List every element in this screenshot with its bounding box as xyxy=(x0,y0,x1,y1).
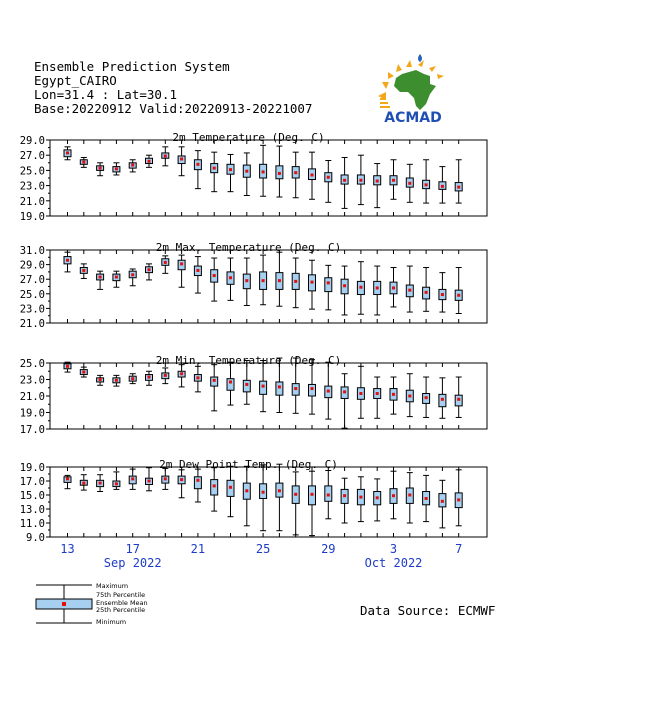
mean-marker xyxy=(131,164,134,167)
mean-marker xyxy=(82,371,85,374)
mean-marker xyxy=(441,185,444,188)
mean-marker xyxy=(311,493,314,496)
mean-marker xyxy=(213,379,216,382)
mean-marker xyxy=(229,486,232,489)
mean-marker xyxy=(82,482,85,485)
mean-marker xyxy=(457,498,460,501)
mean-marker xyxy=(148,268,151,271)
mean-marker xyxy=(408,494,411,497)
mean-marker xyxy=(196,479,199,482)
plot-frame xyxy=(50,363,487,429)
y-tick-label: 21.0 xyxy=(19,318,45,330)
mean-marker xyxy=(66,259,69,262)
x-day-label: 29 xyxy=(321,542,336,556)
header-title: Ensemble Prediction System xyxy=(34,59,230,74)
mean-marker xyxy=(99,276,102,279)
mean-marker xyxy=(245,170,248,173)
mean-marker xyxy=(457,186,460,189)
mean-marker xyxy=(164,374,167,377)
mean-marker xyxy=(180,372,183,375)
chart-title: 2m Max. Temperature (Deg. C) xyxy=(155,241,342,254)
mean-marker xyxy=(180,262,183,265)
mean-marker xyxy=(278,279,281,282)
mean-marker xyxy=(245,279,248,282)
chart-legend xyxy=(34,582,164,628)
y-tick-label: 25.0 xyxy=(19,165,45,178)
mean-marker xyxy=(164,477,167,480)
mean-marker xyxy=(359,286,362,289)
mean-marker xyxy=(82,161,85,164)
x-day-label: 7 xyxy=(455,542,463,556)
header-station: Egypt_CAIRO xyxy=(34,73,117,88)
mean-marker xyxy=(359,496,362,499)
mean-marker xyxy=(99,378,102,381)
mean-marker xyxy=(99,482,102,485)
mean-marker xyxy=(392,393,395,396)
y-tick-label: 17.0 xyxy=(19,424,45,436)
mean-marker xyxy=(294,387,297,390)
mean-marker xyxy=(196,163,199,166)
mean-marker xyxy=(441,500,444,503)
mean-marker xyxy=(196,376,199,379)
data-source-label: Data Source: ECMWF xyxy=(360,603,496,618)
mean-marker xyxy=(376,392,379,395)
mean-marker xyxy=(229,276,232,279)
mean-marker xyxy=(213,484,216,487)
mean-marker xyxy=(392,179,395,182)
mean-marker xyxy=(408,395,411,398)
x-month-label: Oct 2022 xyxy=(364,556,423,570)
mean-marker xyxy=(115,379,118,382)
x-day-label: 13 xyxy=(60,542,75,556)
chart-title: 2m Dew Point Temp. (Deg. C) xyxy=(159,458,338,471)
iqr-box xyxy=(227,379,234,391)
mean-marker xyxy=(343,284,346,287)
mean-marker xyxy=(66,365,69,368)
mean-marker xyxy=(311,173,314,176)
x-day-label: 25 xyxy=(255,542,271,556)
y-tick-label: 19.0 xyxy=(19,407,45,420)
y-tick-label: 19.0 xyxy=(19,211,45,223)
y-tick-label: 15.0 xyxy=(19,490,45,502)
mean-marker xyxy=(262,279,265,282)
mean-marker xyxy=(115,482,118,485)
mean-marker xyxy=(131,477,134,480)
mean-marker xyxy=(164,154,167,157)
mean-marker xyxy=(408,182,411,185)
mean-marker xyxy=(213,274,216,277)
mean-marker xyxy=(425,183,428,186)
plot-frame xyxy=(50,250,487,323)
mean-marker xyxy=(245,489,248,492)
mean-marker xyxy=(376,286,379,289)
iqr-box xyxy=(276,382,283,395)
y-tick-label: 19.0 xyxy=(19,462,45,474)
mean-marker xyxy=(262,170,265,173)
plot-frame xyxy=(50,467,487,537)
mean-marker xyxy=(148,160,151,163)
mean-marker xyxy=(392,286,395,289)
mean-marker xyxy=(408,289,411,292)
acmad-logo-text: ACMAD xyxy=(384,110,442,124)
mean-marker xyxy=(66,151,69,154)
mean-marker xyxy=(376,180,379,183)
mean-marker xyxy=(262,491,265,494)
mean-marker xyxy=(392,494,395,497)
mean-marker xyxy=(343,494,346,497)
mean-marker xyxy=(229,168,232,171)
mean-marker xyxy=(359,392,362,395)
x-day-label: 21 xyxy=(190,542,206,556)
header-coordinates: Lon=31.4 : Lat=30.1 xyxy=(34,87,177,102)
chart-panel-2 xyxy=(20,241,487,330)
mean-marker xyxy=(115,167,118,170)
mean-marker xyxy=(278,489,281,492)
chart-title: 2m Temperature (Deg. C) xyxy=(172,131,325,144)
mean-marker xyxy=(148,376,151,379)
mean-marker xyxy=(457,398,460,401)
mean-marker xyxy=(327,176,330,179)
mean-marker xyxy=(213,167,216,170)
mean-marker xyxy=(294,171,297,174)
mean-marker xyxy=(229,380,232,383)
mean-marker xyxy=(278,385,281,388)
mean-marker xyxy=(245,383,248,386)
mean-marker xyxy=(180,158,183,161)
y-tick-label: 9.0 xyxy=(26,532,45,544)
mean-marker xyxy=(180,478,183,481)
mean-marker xyxy=(343,179,346,182)
chart-panel-1 xyxy=(20,131,487,223)
y-tick-label: 27.0 xyxy=(19,150,45,163)
legend-maximum-label: Maximum xyxy=(96,582,129,590)
y-tick-label: 21.0 xyxy=(19,391,45,403)
iqr-box xyxy=(325,278,332,292)
y-tick-label: 23.0 xyxy=(19,374,45,387)
plot-frame xyxy=(50,140,487,216)
chart-panel-3 xyxy=(20,354,487,436)
mean-marker xyxy=(148,480,151,483)
mean-marker xyxy=(262,385,265,388)
mean-marker xyxy=(359,179,362,182)
mean-marker xyxy=(311,387,314,390)
legend-p25-label: 25th Percentile xyxy=(96,606,146,614)
mean-marker xyxy=(311,281,314,284)
y-tick-label: 27.0 xyxy=(19,274,45,287)
chart-panel-4 xyxy=(20,458,487,544)
legend-p75-label: 75th Percentile xyxy=(96,591,146,599)
y-tick-label: 11.0 xyxy=(19,518,45,530)
mean-marker xyxy=(441,398,444,401)
mean-marker xyxy=(457,294,460,297)
mean-marker xyxy=(425,396,428,399)
legend-minimum-label: Minimum xyxy=(96,618,127,626)
mean-marker xyxy=(294,280,297,283)
y-tick-label: 29.0 xyxy=(19,135,45,147)
mean-marker xyxy=(196,269,199,272)
mean-marker xyxy=(294,493,297,496)
header-dates: Base:20220912 Valid:20220913-20221007 xyxy=(34,101,313,116)
x-day-label: 3 xyxy=(389,542,398,556)
iqr-box xyxy=(309,384,316,396)
mean-marker xyxy=(425,291,428,294)
iqr-box xyxy=(194,477,201,489)
iqr-box xyxy=(260,381,267,394)
mean-marker xyxy=(99,167,102,170)
mean-marker xyxy=(327,494,330,497)
mean-marker xyxy=(425,497,428,500)
chart-title: 2m Min. Temperature (Deg. C) xyxy=(155,354,342,367)
legend-mean-label: Ensemble Mean xyxy=(96,599,148,607)
mean-marker xyxy=(441,293,444,296)
y-tick-label: 23.0 xyxy=(19,180,45,193)
mean-marker xyxy=(278,172,281,175)
mean-marker xyxy=(66,477,69,480)
mean-marker xyxy=(131,377,134,380)
y-tick-label: 21.0 xyxy=(19,195,45,208)
mean-marker xyxy=(164,261,167,264)
mean-marker xyxy=(376,496,379,499)
y-tick-label: 23.0 xyxy=(19,303,45,316)
mean-marker xyxy=(343,390,346,393)
x-day-label: 17 xyxy=(125,542,140,556)
mean-marker xyxy=(82,269,85,272)
iqr-box xyxy=(243,380,250,392)
y-tick-label: 31.0 xyxy=(19,245,45,257)
y-tick-label: 13.0 xyxy=(19,504,45,516)
y-tick-label: 25.0 xyxy=(19,358,45,370)
y-tick-label: 25.0 xyxy=(19,288,45,301)
y-tick-label: 17.0 xyxy=(19,476,45,488)
mean-marker xyxy=(327,390,330,393)
mean-marker xyxy=(327,281,330,284)
y-tick-label: 29.0 xyxy=(19,259,45,272)
mean-marker xyxy=(115,276,118,279)
legend-mean-marker xyxy=(62,602,66,606)
x-month-label: Sep 2022 xyxy=(103,556,162,570)
mean-marker xyxy=(131,273,134,276)
